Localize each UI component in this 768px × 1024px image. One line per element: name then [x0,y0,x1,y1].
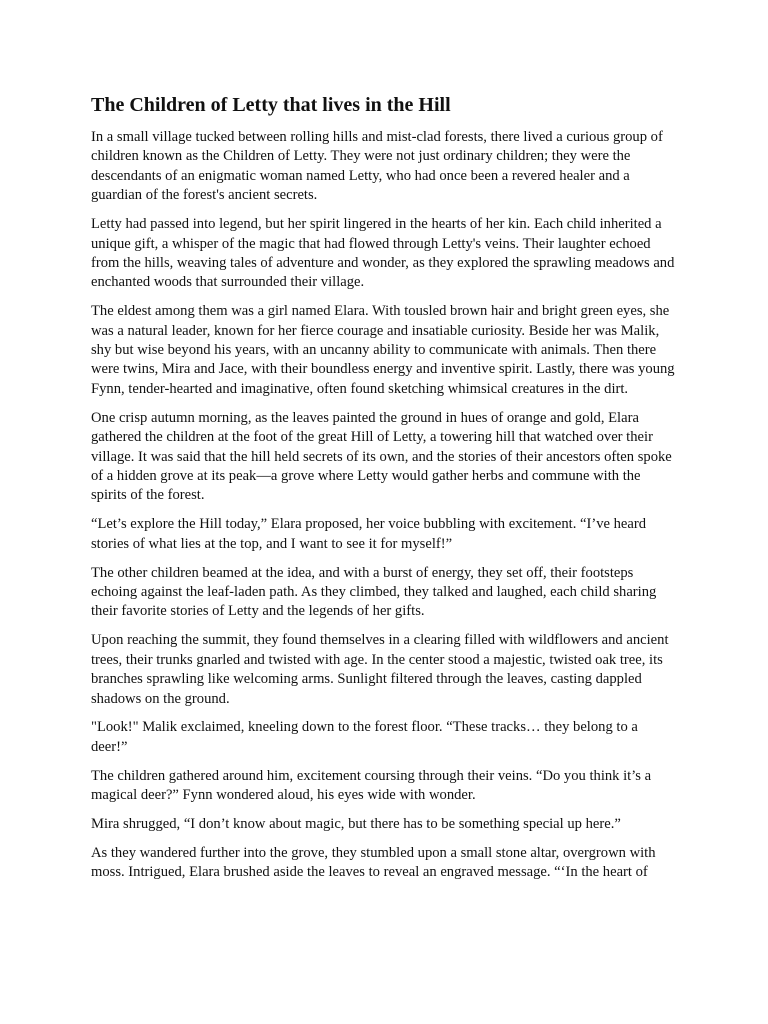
paragraph: Mira shrugged, “I don’t know about magic, but there has to be something special up here.” [91,816,621,833]
paragraph: The children gathered around him, excitement coursing through their veins. “Do you think it’s a magical deer?” Fynn wondered aloud, his eyes wide with wonder. [91,767,652,804]
document-body [91,93,677,892]
paragraph: The other children beamed at the idea, and with a burst of energy, they set off, their footsteps echoing against the leaf-laden path. As they climbed, they talked and laughed, each child sharing their favorite stories of Letty and the legends of her gifts. [91,564,657,620]
paragraph: The eldest among them was a girl named Elara. With tousled brown hair and bright green eyes, she was a natural leader, known for her fierce courage and insatiable curiosity. Beside her was Malik, shy but wise beyond his years, with an uncanny ability to communicate with animals. Then there were twins, Mira and Jace, with their boundless energy and inventive spirit. Lastly, there was young Fynn, tender-hearted and imaginative, often found sketching whimsical creatures in the dirt. [91,303,675,397]
paragraph: "Look!" Malik exclaimed, kneeling down to the forest floor. “These tracks… they belong to a deer!” [91,719,638,755]
paragraph: “Let’s explore the Hill today,” Elara proposed, her voice bubbling with excitement. “I’ve heard stories of what lies at the top, and I want to see it for myself!” [91,516,647,552]
document-title: The Children of Letty that lives in the Hill [91,94,451,116]
paragraph: Upon reaching the summit, they found themselves in a clearing filled with wildflowers and ancient trees, their trunks gnarled and twisted with age. In the center stood a majestic, twisted oak tree, its branches sprawling like welcoming arms. Sunlight filtered through the leaves, casting dappled shadows on the ground. [91,632,669,707]
paragraph: In a small village tucked between rolling hills and mist-clad forests, there lived a curious group of children known as the Children of Letty. They were not just ordinary children; they were the descendants of an enigmatic woman named Letty, who had once been a revered healer and a guardian of the forest's ancient secrets. [91,129,663,204]
paragraph: One crisp autumn morning, as the leaves painted the ground in hues of orange and gold, Elara gathered the children at the foot of the great Hill of Letty, a towering hill that watched over their village. It was said that the hill held secrets of its own, and the stories of their ancestors often spoke of a hidden grove at its peak—a grove where Letty would gather herbs and commune with the spirits of the forest. [91,409,672,504]
paragraph: As they wandered further into the grove, they stumbled upon a small stone altar, overgrown with moss. Intrigued, Elara brushed aside the leaves to reveal an engraved message. “‘In the heart of [91,845,656,881]
paragraph: Letty had passed into legend, but her spirit lingered in the hearts of her kin. Each child inherited a unique gift, a whisper of the magic that had flowed through Letty's veins. Their laughter echoed from the hills, weaving tales of adventure and wonder, as they explored the sprawling meadows and enchanted woods that surrounded their village. [91,216,675,291]
